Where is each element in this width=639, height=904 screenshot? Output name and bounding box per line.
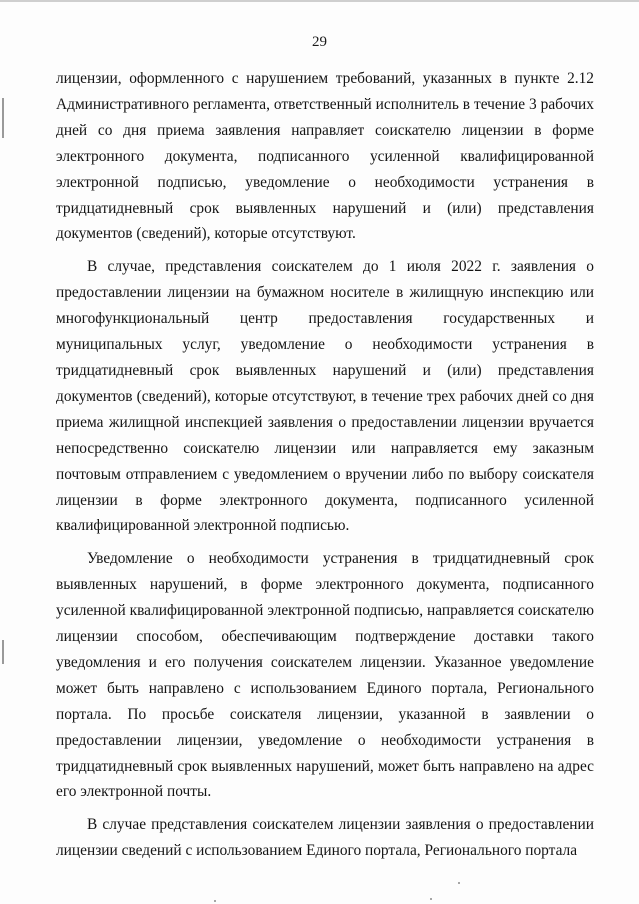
paragraph-electronic-notice: Уведомление о необходимости устранения в тридцатидневный срок выявленных нарушений, в форме электронного документа, подписанного усиленной квалифицированной электронной подписью, направляется соискателю лицензии способом, обеспечивающим подтверждение доставки такого уведомления и его получения соискателем лицензии. Указанное уведомление может быть направлено с использованием Единого портала, Регионального портала. По просьбе соискателя лицензии, указанной в заявлении о предоставлении лицензии, уведомление о необходимости устранения в тридцатидневный срок выявленных нарушений, может быть направлено на адрес его электронной почты. xyxy=(56,550,594,801)
scan-speck xyxy=(430,898,432,900)
paragraph-portal-submission: В случае представления соискателем лицензии заявления о предоставлении лицензии сведений с использованием Единого портала, Регионального портала xyxy=(56,816,594,860)
scan-top-edge xyxy=(0,0,639,2)
scan-speck xyxy=(214,900,216,902)
paragraph-continuation: лицензии, оформленного с нарушением требований, указанных в пункте 2.12 Административного регламента, ответственный исполнитель в течение 3 рабочих дней со дня приема заявления направляет соискателю лицензии в форме электронного документа, подписанного усиленной квалифицированной электронной подписью, уведомление о необходимости устранения в тридцатидневный срок выявленных нарушений и (или) представления документов (сведений), которые отсутствуют. xyxy=(56,70,594,243)
paragraph-paper-submission: В случае, представления соискателем до 1 июля 2022 г. заявления о предоставлении лицензии на бумажном носителе в жилищную инспекцию или многофункциональный центр предоставления государственных и муниципальных услуг, уведомление о необходимости устранения в тридцатидневный срок выявленных нарушений и (или) представления документов (сведений), которые отсутствуют, в течение трех рабочих дней со дня приема жилищной инспекцией заявления о предоставлении лицензии вручается непосредственно соискателю лицензии или направляется ему заказным почтовым отправлением с уведомлением о вручении либо по выбору соискателя лицензии в форме электронного документа, подписанного усиленной квалифицированной электронной подписью. xyxy=(56,258,594,535)
scan-margin-mark xyxy=(2,640,4,664)
document-body xyxy=(56,66,594,871)
scan-margin-mark xyxy=(2,98,4,138)
scan-speck xyxy=(458,882,460,884)
page-number: 29 xyxy=(312,34,327,50)
